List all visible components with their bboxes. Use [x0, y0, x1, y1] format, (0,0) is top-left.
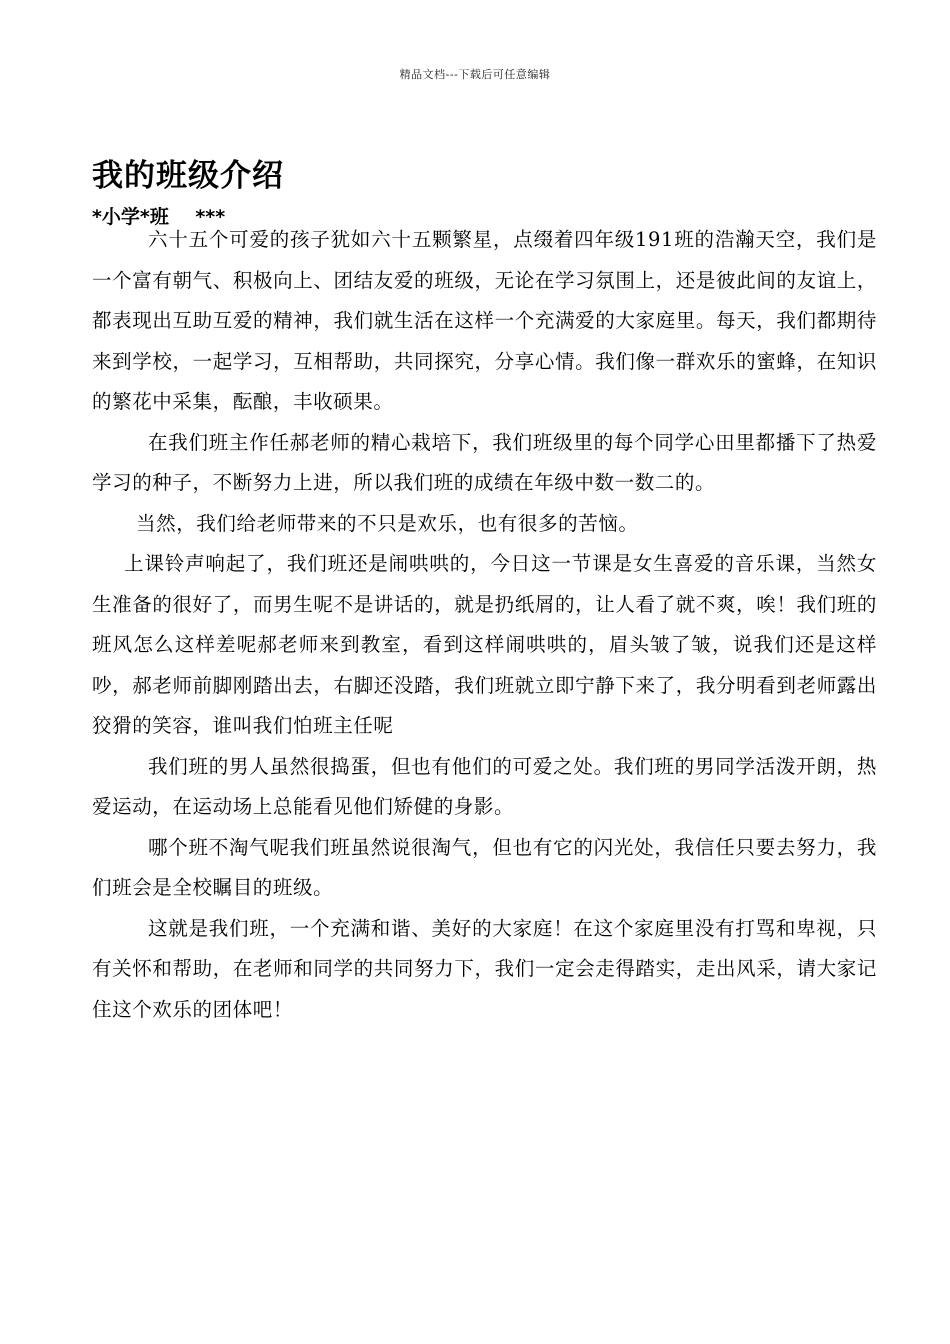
document-subtitle: *小学*班 ***	[92, 206, 226, 228]
paragraph-4: 上课铃声响起了，我们班还是闹哄哄的，今日这一节课是女生喜爱的音乐课，当然女生准备的很好了，而男生呢不是讲话的，就是扔纸屑的，让人看了就不爽，唉！我们班的班风怎么这样差呢郝老师来到教室，看到这样闹哄哄的，眉头皱了皱，说我们还是这样吵，郝老师前脚刚踏出去，右脚还没踏，我们班就立即宁静下来了，我分明看到老师露出狡猾的笑容，谁叫我们怕班主任呢	[92, 552, 877, 737]
paragraph-3: 当然，我们给老师带来的不只是欢乐，也有很多的苦恼。	[136, 511, 639, 535]
paragraph-5: 我们班的男人虽然很捣蛋，但也有他们的可爱之处。我们班的男同学活泼开朗，热爱运动，在运动场上总能看见他们矫健的身影。	[92, 754, 877, 818]
paragraph-6: 哪个班不淘气呢我们班虽然说很淘气，但也有它的闪光处，我信任只要去努力，我们班会是全校瞩目的班级。	[92, 835, 877, 899]
paragraph-1: 六十五个可爱的孩子犹如六十五颗繁星，点缀着四年级191班的浩瀚天空，我们是一个富有朝气、积极向上、团结友爱的班级，无论在学习氛围上，还是彼此间的友谊上，都表现出互助互爱的精神，我们就生活在这样一个充满爱的大家庭里。每天，我们都期待来到学校，一起学习，互相帮助，共同探究，分享心情。我们像一群欢乐的蜜蜂，在知识的繁花中采集，酝酿，丰收硕果。	[92, 228, 877, 413]
document-title: 我的班级介绍	[92, 158, 284, 194]
document-body	[92, 220, 877, 1030]
paragraph-7: 这就是我们班，一个充满和谐、美好的大家庭！在这个家庭里没有打骂和卑视，只有关怀和帮助，在老师和同学的共同努力下，我们一定会走得踏实，走出风采，请大家记住这个欢乐的团体吧！	[92, 916, 877, 1021]
page-header: 精品文档---下载后可任意编辑	[399, 68, 551, 81]
paragraph-2: 在我们班主作任郝老师的精心栽培下，我们班级里的每个同学心田里都播下了热爱学习的种子，不断努力上进，所以我们班的成绩在年级中数一数二的。	[92, 430, 877, 494]
